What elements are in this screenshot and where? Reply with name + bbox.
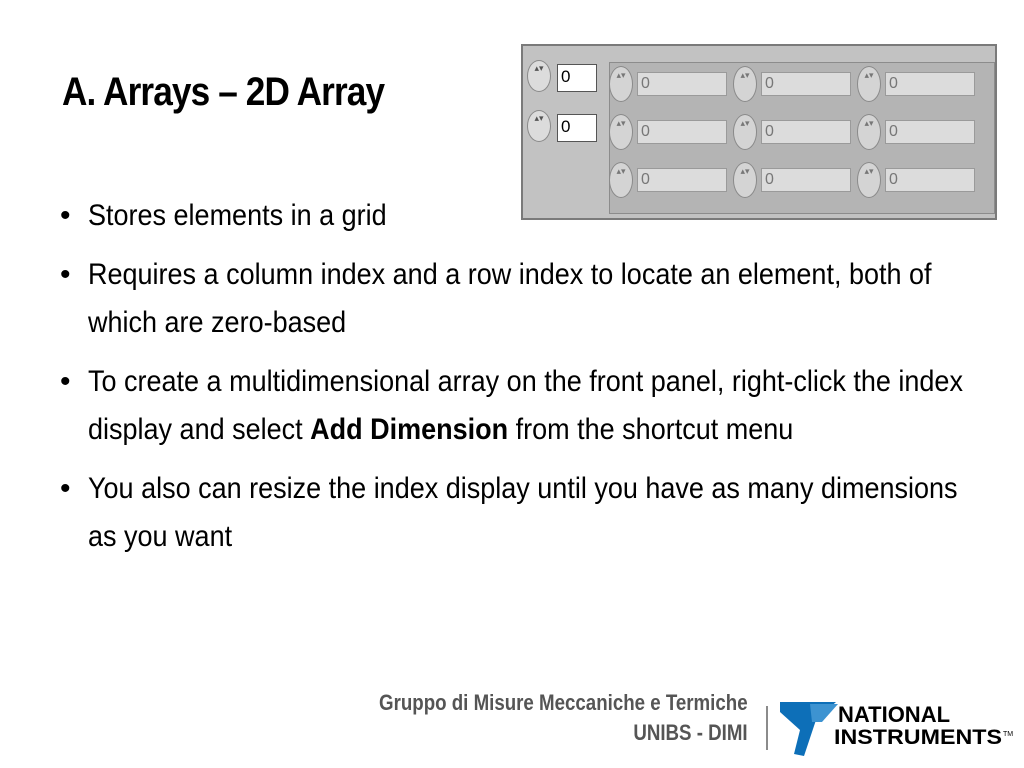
element-value[interactable]: 0 (637, 72, 727, 96)
element-spinner-icon[interactable]: ▴▾ (857, 66, 881, 102)
bullet-item (60, 358, 980, 454)
element-spinner-icon[interactable]: ▴▾ (609, 114, 633, 150)
add-dimension-term: Add Dimension (310, 413, 509, 446)
element-value[interactable]: 0 (637, 168, 727, 192)
element-spinner-icon[interactable]: ▴▾ (733, 66, 757, 102)
footer-group-name: Gruppo di Misure Meccaniche e Termiche (379, 690, 748, 715)
bullet-text: You also can resize the index display until you have as many dimensions as you want (88, 472, 958, 553)
array-element[interactable] (857, 162, 977, 198)
bullet-dot: • (60, 472, 71, 505)
footer-divider (766, 706, 768, 750)
bullet-text: Requires a column index and a row index to locate an element, both of which are zero-based (88, 258, 932, 339)
bullet-text (88, 358, 970, 454)
array-element[interactable] (733, 162, 853, 198)
bullet-text: Stores elements in a grid (88, 199, 387, 232)
bullet-item (60, 251, 980, 347)
element-value[interactable]: 0 (761, 120, 851, 144)
array-2d-control (521, 44, 997, 220)
bullet-list (60, 192, 980, 572)
bullet-dot: • (60, 365, 71, 398)
index-increment-decrement-icon[interactable]: ▴▾ (527, 110, 551, 142)
array-element[interactable] (609, 162, 729, 198)
column-index-display[interactable] (527, 110, 599, 142)
element-spinner-icon[interactable]: ▴▾ (857, 114, 881, 150)
array-element[interactable] (857, 66, 977, 102)
element-spinner-icon[interactable]: ▴▾ (733, 162, 757, 198)
element-spinner-icon[interactable]: ▴▾ (733, 114, 757, 150)
column-index-field[interactable]: 0 (557, 114, 597, 142)
array-element[interactable] (857, 114, 977, 150)
element-spinner-icon[interactable]: ▴▾ (857, 162, 881, 198)
index-increment-decrement-icon[interactable]: ▴▾ (527, 60, 551, 92)
array-element[interactable] (733, 114, 853, 150)
element-spinner-icon[interactable]: ▴▾ (609, 162, 633, 198)
element-value[interactable]: 0 (761, 168, 851, 192)
bullet-text-part: from the shortcut menu (508, 413, 794, 446)
bullet-item (60, 465, 980, 561)
logo-line1: NATIONAL (838, 702, 951, 727)
array-element[interactable] (609, 114, 729, 150)
array-element[interactable] (609, 66, 729, 102)
slide-title: A. Arrays – 2D Array (62, 70, 385, 114)
logo-trademark: TM (1003, 731, 1014, 738)
element-value[interactable]: 0 (885, 120, 975, 144)
element-value[interactable]: 0 (761, 72, 851, 96)
bullet-text-part: To create a multidimensional array on the front panel, right-click the index display and select (88, 365, 963, 446)
footer-university: UNIBS - DIMI (633, 720, 748, 745)
array-element[interactable] (733, 66, 853, 102)
national-instruments-logo (776, 692, 1016, 762)
element-value[interactable]: 0 (885, 72, 975, 96)
element-value[interactable]: 0 (637, 120, 727, 144)
bullet-dot: • (60, 199, 71, 232)
element-value[interactable]: 0 (885, 168, 975, 192)
bullet-dot: • (60, 258, 71, 291)
element-spinner-icon[interactable]: ▴▾ (609, 66, 633, 102)
footer-credit (314, 688, 748, 748)
ni-eagle-wing-icon (810, 704, 838, 722)
row-index-display[interactable] (527, 60, 599, 92)
row-index-field[interactable]: 0 (557, 64, 597, 92)
logo-line2: INSTRUMENTS (834, 726, 1002, 749)
